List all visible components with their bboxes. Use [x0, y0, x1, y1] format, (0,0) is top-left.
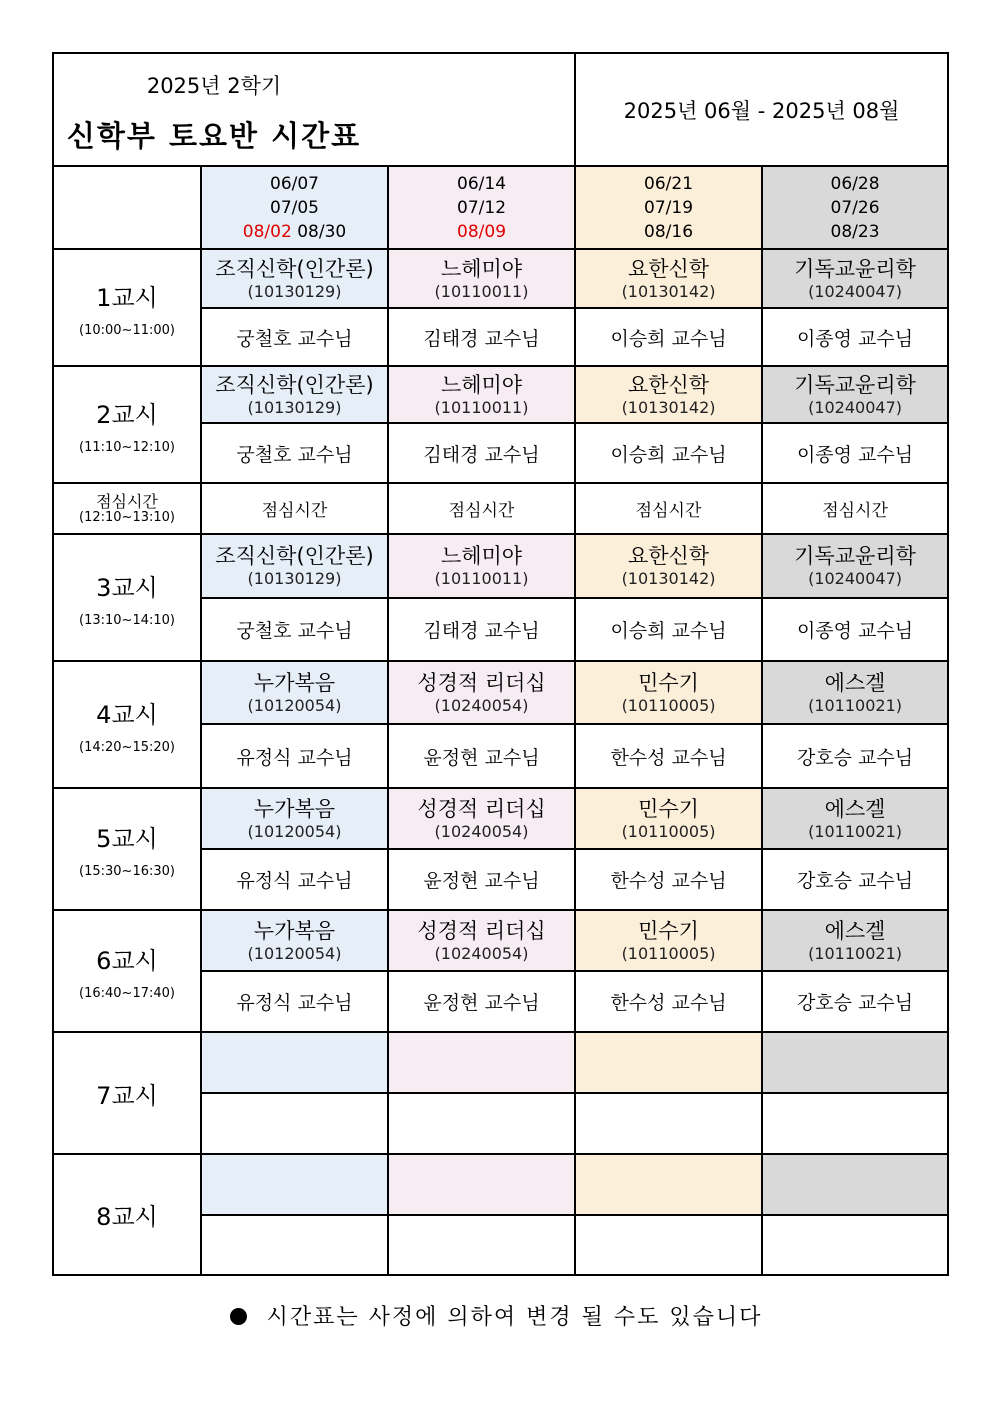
course-cell — [575, 1032, 762, 1093]
period-label: 6교시 — [96, 947, 158, 975]
period-time: (10:00~11:00) — [79, 322, 175, 338]
period-label: 3교시 — [96, 573, 158, 602]
course-title: 성경적 리더십 — [417, 796, 546, 821]
period-row — [53, 534, 948, 598]
course-cell — [575, 366, 762, 423]
course-cell — [201, 910, 388, 971]
lunch-cell: 점심시간 — [388, 483, 575, 534]
period-time: (15:30~16:30) — [79, 864, 175, 879]
period-cell — [53, 249, 201, 366]
course-cell — [762, 1154, 948, 1215]
period-cell — [53, 534, 201, 661]
course-code: (10240054) — [434, 943, 529, 963]
course-cell — [388, 910, 575, 971]
course-cell — [762, 910, 948, 971]
course-cell — [762, 661, 948, 724]
course-code: (10130129) — [247, 397, 342, 417]
course-cell — [762, 534, 948, 598]
period-row — [53, 661, 948, 724]
professor-cell — [575, 1215, 762, 1275]
period-label: 7교시 — [96, 1081, 158, 1110]
course-code: (10130142) — [621, 281, 716, 301]
course-cell — [201, 1032, 388, 1093]
lunch-label: 점심시간 — [96, 491, 158, 511]
period-time: (11:10~12:10) — [79, 439, 175, 455]
period-row — [53, 1032, 948, 1093]
professor-cell: 이승희 교수님 — [575, 308, 762, 366]
period-label: 1교시 — [96, 283, 158, 312]
header-row — [53, 53, 948, 166]
professor-cell: 김태경 교수님 — [388, 423, 575, 483]
course-code: (10110021) — [808, 821, 902, 841]
date-line: 07/12 — [457, 197, 507, 218]
course-title: 성경적 리더십 — [417, 918, 546, 943]
course-cell — [388, 366, 575, 423]
date-line: 06/07 — [270, 173, 319, 194]
professor-cell: 이종영 교수님 — [762, 423, 948, 483]
course-title: 요한신학 — [627, 372, 710, 397]
course-cell — [201, 366, 388, 423]
course-title: 조직신학(인간론) — [215, 544, 374, 568]
lunch-cell: 점심시간 — [575, 483, 762, 534]
course-code: (10110021) — [808, 943, 902, 963]
course-code: (10240054) — [434, 821, 529, 841]
course-cell — [201, 1154, 388, 1215]
course-title: 요한신학 — [627, 544, 710, 568]
period-cell — [53, 661, 201, 788]
course-code: (10110021) — [808, 695, 902, 715]
professor-cell: 한수성 교수님 — [575, 724, 762, 788]
course-cell — [575, 910, 762, 971]
course-title: 성경적 리더십 — [417, 670, 546, 695]
professor-cell: 궁철호 교수님 — [201, 308, 388, 366]
course-title: 느헤미야 — [440, 544, 523, 568]
course-cell — [575, 661, 762, 724]
course-code: (10240047) — [808, 281, 902, 301]
course-cell — [575, 1154, 762, 1215]
period-cell — [53, 1154, 201, 1275]
course-cell — [201, 661, 388, 724]
course-code: (10130142) — [621, 569, 716, 588]
course-code: (10110011) — [434, 281, 529, 301]
date-line: 07/19 — [644, 197, 694, 218]
course-cell — [201, 788, 388, 849]
course-title: 누가복음 — [253, 670, 336, 695]
professor-cell: 김태경 교수님 — [388, 598, 575, 661]
course-code: (10240054) — [434, 695, 529, 715]
professor-cell: 유정식 교수님 — [201, 971, 388, 1032]
period-row — [53, 366, 948, 423]
lunch-cell: 점심시간 — [201, 483, 388, 534]
course-cell — [388, 534, 575, 598]
course-cell — [762, 366, 948, 423]
course-code: (10130129) — [247, 569, 342, 588]
course-title: 느헤미야 — [440, 256, 523, 281]
course-title: 조직신학(인간론) — [215, 372, 374, 397]
course-title: 에스겔 — [824, 796, 886, 821]
course-cell — [388, 661, 575, 724]
professor-cell: 한수성 교수님 — [575, 849, 762, 910]
period-row — [53, 249, 948, 308]
date-col-2 — [388, 166, 575, 249]
course-cell — [201, 534, 388, 598]
date-col-3 — [575, 166, 762, 249]
course-code: (10120054) — [247, 943, 342, 963]
course-cell — [762, 1032, 948, 1093]
period-cell — [53, 1032, 201, 1154]
period-row — [53, 1154, 948, 1215]
period-label: 5교시 — [96, 825, 158, 853]
professor-cell: 궁철호 교수님 — [201, 423, 388, 483]
professor-cell: 윤정현 교수님 — [388, 971, 575, 1032]
date-line: 06/21 — [644, 173, 694, 194]
date-col-4 — [762, 166, 948, 249]
professor-cell: 궁철호 교수님 — [201, 598, 388, 661]
lunch-time: (12:10~13:10) — [79, 509, 175, 525]
course-cell — [201, 249, 388, 308]
lunch-cell: 점심시간 — [762, 483, 948, 534]
professor-cell: 한수성 교수님 — [575, 971, 762, 1032]
course-code: (10130129) — [247, 281, 342, 301]
lunch-row — [53, 483, 948, 534]
course-cell — [762, 249, 948, 308]
period-cell — [53, 366, 201, 483]
date-line: 08/23 — [830, 221, 880, 242]
course-title: 기독교윤리학 — [794, 372, 916, 397]
period-label: 8교시 — [96, 1203, 158, 1231]
period-cell — [53, 910, 201, 1032]
course-code: (10110011) — [434, 569, 529, 588]
footer-note — [0, 1300, 992, 1331]
course-code: (10110011) — [434, 397, 529, 417]
course-code: (10110005) — [621, 821, 716, 841]
period-time: (14:20~15:20) — [79, 739, 175, 755]
date-col-1 — [201, 166, 388, 249]
professor-cell: 이종영 교수님 — [762, 598, 948, 661]
course-title: 에스겔 — [824, 918, 886, 943]
course-title: 느헤미야 — [440, 372, 523, 397]
professor-cell: 이승희 교수님 — [575, 423, 762, 483]
professor-cell: 김태경 교수님 — [388, 308, 575, 366]
date-line: 06/14 — [457, 173, 507, 194]
professor-cell — [762, 1093, 948, 1154]
dates-corner-cell — [53, 166, 201, 249]
course-title: 조직신학(인간론) — [215, 256, 374, 281]
bullet-icon — [230, 1308, 247, 1325]
course-code: (10120054) — [247, 821, 342, 841]
professor-cell: 유정식 교수님 — [201, 724, 388, 788]
course-cell — [388, 249, 575, 308]
course-title: 기독교윤리학 — [794, 256, 916, 281]
professor-cell: 윤정현 교수님 — [388, 849, 575, 910]
date-line: 08/30 — [297, 221, 347, 242]
professor-cell — [388, 1215, 575, 1275]
professor-cell: 유정식 교수님 — [201, 849, 388, 910]
course-code: (10110005) — [621, 943, 716, 963]
course-title: 누가복음 — [253, 918, 336, 943]
date-red: 08/02 — [242, 221, 292, 242]
course-code: (10110005) — [621, 695, 716, 715]
date-line: 07/26 — [830, 197, 880, 218]
course-cell — [575, 788, 762, 849]
professor-cell — [575, 1093, 762, 1154]
period-cell — [53, 788, 201, 910]
course-title: 누가복음 — [253, 796, 336, 821]
course-title: 민수기 — [638, 918, 699, 943]
date-red: 08/09 — [457, 221, 507, 242]
professor-cell: 강호승 교수님 — [762, 849, 948, 910]
date-range: 2025년 06월 - 2025년 08월 — [575, 53, 948, 166]
course-cell — [388, 788, 575, 849]
professor-cell: 강호승 교수님 — [762, 724, 948, 788]
period-row — [53, 788, 948, 849]
timetable — [52, 52, 949, 1276]
page-title: 신학부 토요반 시간표 — [66, 119, 362, 153]
course-cell — [388, 1032, 575, 1093]
period-time: (16:40~17:40) — [79, 986, 175, 1001]
course-code: (10120054) — [247, 695, 342, 715]
course-cell — [575, 534, 762, 598]
professor-cell: 이승희 교수님 — [575, 598, 762, 661]
period-label: 4교시 — [96, 700, 158, 729]
course-cell — [575, 249, 762, 308]
course-title: 민수기 — [638, 670, 699, 695]
period-time: (13:10~14:10) — [79, 612, 175, 628]
date-line: 07/05 — [270, 197, 319, 218]
professor-cell — [388, 1093, 575, 1154]
professor-cell — [201, 1093, 388, 1154]
course-title: 기독교윤리학 — [794, 544, 916, 568]
course-cell — [762, 788, 948, 849]
title-cell — [53, 53, 575, 166]
period-label: 2교시 — [96, 400, 158, 429]
professor-cell — [201, 1215, 388, 1275]
course-code: (10240047) — [808, 569, 902, 588]
course-cell — [388, 1154, 575, 1215]
course-title: 에스겔 — [824, 670, 886, 695]
course-code: (10130142) — [621, 397, 716, 417]
course-title: 민수기 — [638, 796, 699, 821]
period-row — [53, 910, 948, 971]
professor-cell: 강호승 교수님 — [762, 971, 948, 1032]
date-line: 06/28 — [830, 173, 880, 194]
footer-note-text: 시간표는 사정에 의하여 변경 될 수도 있습니다 — [266, 1305, 763, 1330]
dates-row — [53, 166, 948, 249]
date-line: 08/16 — [644, 221, 694, 242]
professor-cell: 이종영 교수님 — [762, 308, 948, 366]
course-title: 요한신학 — [627, 256, 710, 281]
semester-label: 2025년 2학기 — [146, 74, 282, 98]
course-code: (10240047) — [808, 397, 902, 417]
lunch-label-cell — [53, 483, 201, 534]
professor-cell: 윤정현 교수님 — [388, 724, 575, 788]
professor-cell — [762, 1215, 948, 1275]
